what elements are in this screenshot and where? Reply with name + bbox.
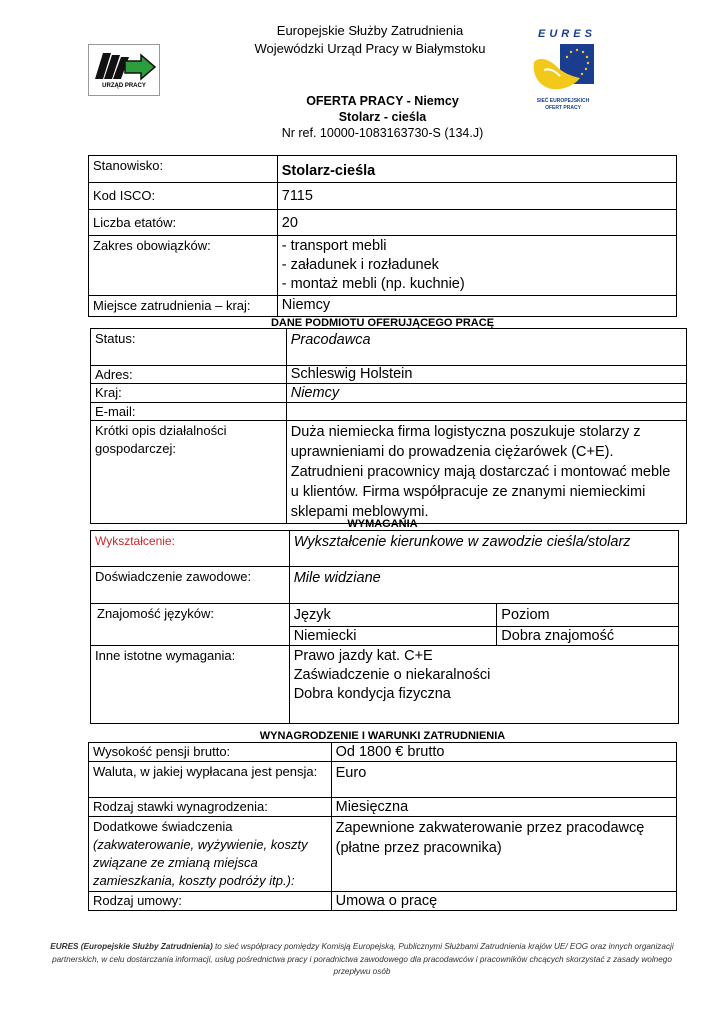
list-item: Prawo jazdy kat. C+E (293, 648, 433, 664)
jezyk-header: Język (289, 604, 497, 627)
status-label: Status: (91, 329, 287, 366)
eures-letters: EURES (538, 28, 596, 40)
swiadczenia-label-main: Dodatkowe świadczenia (93, 819, 233, 834)
doswiadczenie-label: Doświadczenie zawodowe: (91, 567, 290, 604)
salary-table (88, 742, 677, 911)
org-line-1: Europejskie Służby Zatrudnienia (276, 23, 464, 38)
email-value (286, 403, 686, 421)
swiadczenia-value: Zapewnione zakwaterowanie przez pracodawcę (płatne przez pracownika) (331, 817, 676, 892)
table-row (89, 296, 677, 317)
stawka-label: Rodzaj stawki wynagrodzenia: (89, 798, 332, 817)
employer-table (90, 328, 687, 524)
table-row (91, 646, 679, 724)
jezyk-value: Niemiecki (289, 627, 497, 646)
offer-title: OFERTA PRACY - Niemcy (306, 94, 459, 108)
list-item: - transport mebli (281, 238, 387, 254)
pensja-value: Od 1800 € brutto (331, 743, 676, 762)
inne-value (289, 646, 678, 724)
table-row (91, 329, 687, 366)
table-row (89, 236, 677, 296)
isco-value: 7115 (277, 183, 676, 210)
table-row (89, 892, 677, 911)
email-label: E-mail: (91, 403, 287, 421)
list-item: Dobra kondycja fizyczna (293, 686, 451, 702)
isco-label: Kod ISCO: (89, 183, 278, 210)
list-item: Zaświadczenie o niekaralności (293, 667, 491, 683)
table-row (91, 384, 687, 403)
status-value: Pracodawca (286, 329, 686, 366)
adres-value: Schleswig Holstein (286, 366, 686, 384)
umowa-label: Rodzaj umowy: (89, 892, 332, 911)
waluta-value: Euro (331, 762, 676, 798)
footer-text: to sieć współpracy pomiędzy Komisją Europejską, Publicznymi Służbami Zatrudnienia krajów UE/ EOG oraz innych organizacji partnerskich, w celu dostarczania informacji, usług pośrednictwa pracy i poradnictwa zawodowego dla pracodawców i pracowników chcących skorzystać z zasady wolnego przepływu osób (52, 942, 674, 976)
kraj-value: Niemcy (286, 384, 686, 403)
stawka-value: Miesięczna (331, 798, 676, 817)
kraj-label: Kraj: (91, 384, 287, 403)
miejsce-value: Niemcy (277, 296, 676, 317)
table-row (91, 366, 687, 384)
table-row (89, 156, 677, 183)
swiadczenia-label (89, 817, 332, 892)
stanowisko-label: Stanowisko: (89, 156, 278, 183)
stanowisko-value: Stolarz-cieśla (277, 156, 676, 183)
table-row (91, 604, 679, 627)
wyksztalcenie-value: Wykształcenie kierunkowe w zawodzie cieśla/stolarz (289, 531, 678, 567)
table-row (91, 531, 679, 567)
zakres-label: Zakres obowiązków: (89, 236, 278, 296)
doswiadczenie-value: Mile widziane (289, 567, 678, 604)
waluta-label: Waluta, w jakiej wypłacana jest pensja: (89, 762, 332, 798)
footer-note (40, 941, 684, 979)
table-row (89, 798, 677, 817)
list-item: - załadunek i rozładunek (281, 257, 439, 273)
etaty-value: 20 (277, 210, 676, 236)
eures-emblem (530, 42, 596, 96)
opis-label: Krótki opis działalności gospodarczej: (91, 421, 287, 524)
requirements-section-title: WYMAGANIA (347, 518, 418, 530)
zakres-value (277, 236, 676, 296)
opis-value: Duża niemiecka firma logistyczna poszukuje stolarzy z uprawnieniami do prowadzenia ciężarówek (C+E). Zatrudnieni pracownicy mają dostarczać i montować meble u klientów. Firma współpracuje ze znanymi niemieckimi sklepami meblowymi. (286, 421, 686, 524)
offer-ref: Nr ref. 10000-1083163730-S (134.J) (281, 126, 484, 140)
eures-tagline-1: SIEĆ EUROPEJSKICH (536, 98, 590, 104)
employer-section-title: DANE PODMIOTU OFERUJĄCEGO PRACĘ (270, 317, 495, 329)
eures-tagline-2: OFERT PRACY (545, 105, 581, 111)
table-row (91, 421, 687, 524)
table-row (89, 210, 677, 236)
position-table (88, 155, 677, 317)
table-row (89, 743, 677, 762)
table-row (91, 403, 687, 421)
pensja-label: Wysokość pensji brutto: (89, 743, 332, 762)
table-row (89, 817, 677, 892)
umowa-value: Umowa o pracę (331, 892, 676, 911)
table-row (89, 762, 677, 798)
requirements-table (90, 530, 679, 724)
jezyki-label: Znajomość języków: (91, 604, 290, 646)
table-row (89, 183, 677, 210)
etaty-label: Liczba etatów: (89, 210, 278, 236)
urzad-pracy-logo (88, 44, 160, 96)
offer-subtitle: Stolarz - cieśla (338, 110, 427, 124)
table-row (91, 567, 679, 604)
urzad-pracy-logo-text: URZĄD PRACY (102, 83, 146, 89)
inne-label: Inne istotne wymagania: (91, 646, 290, 724)
poziom-value: Dobra znajomość (497, 627, 679, 646)
miejsce-label: Miejsce zatrudnienia – kraj: (89, 296, 278, 317)
org-line-2: Wojewódzki Urząd Pracy w Białymstoku (254, 41, 486, 56)
wyksztalcenie-label: Wykształcenie: (91, 531, 290, 567)
footer-bold: EURES (Europejskie Służby Zatrudnienia) (50, 942, 213, 951)
adres-label: Adres: (91, 366, 287, 384)
list-item: - montaż mebli (np. kuchnie) (281, 276, 465, 292)
poziom-header: Poziom (497, 604, 679, 627)
salary-section-title: WYNAGRODZENIE I WARUNKI ZATRUDNIENIA (259, 730, 506, 742)
swiadczenia-label-details: (zakwaterowanie, wyżywienie, koszty związane ze zmianą miejsca zamieszkania, koszty podróży itp.): (93, 837, 308, 888)
